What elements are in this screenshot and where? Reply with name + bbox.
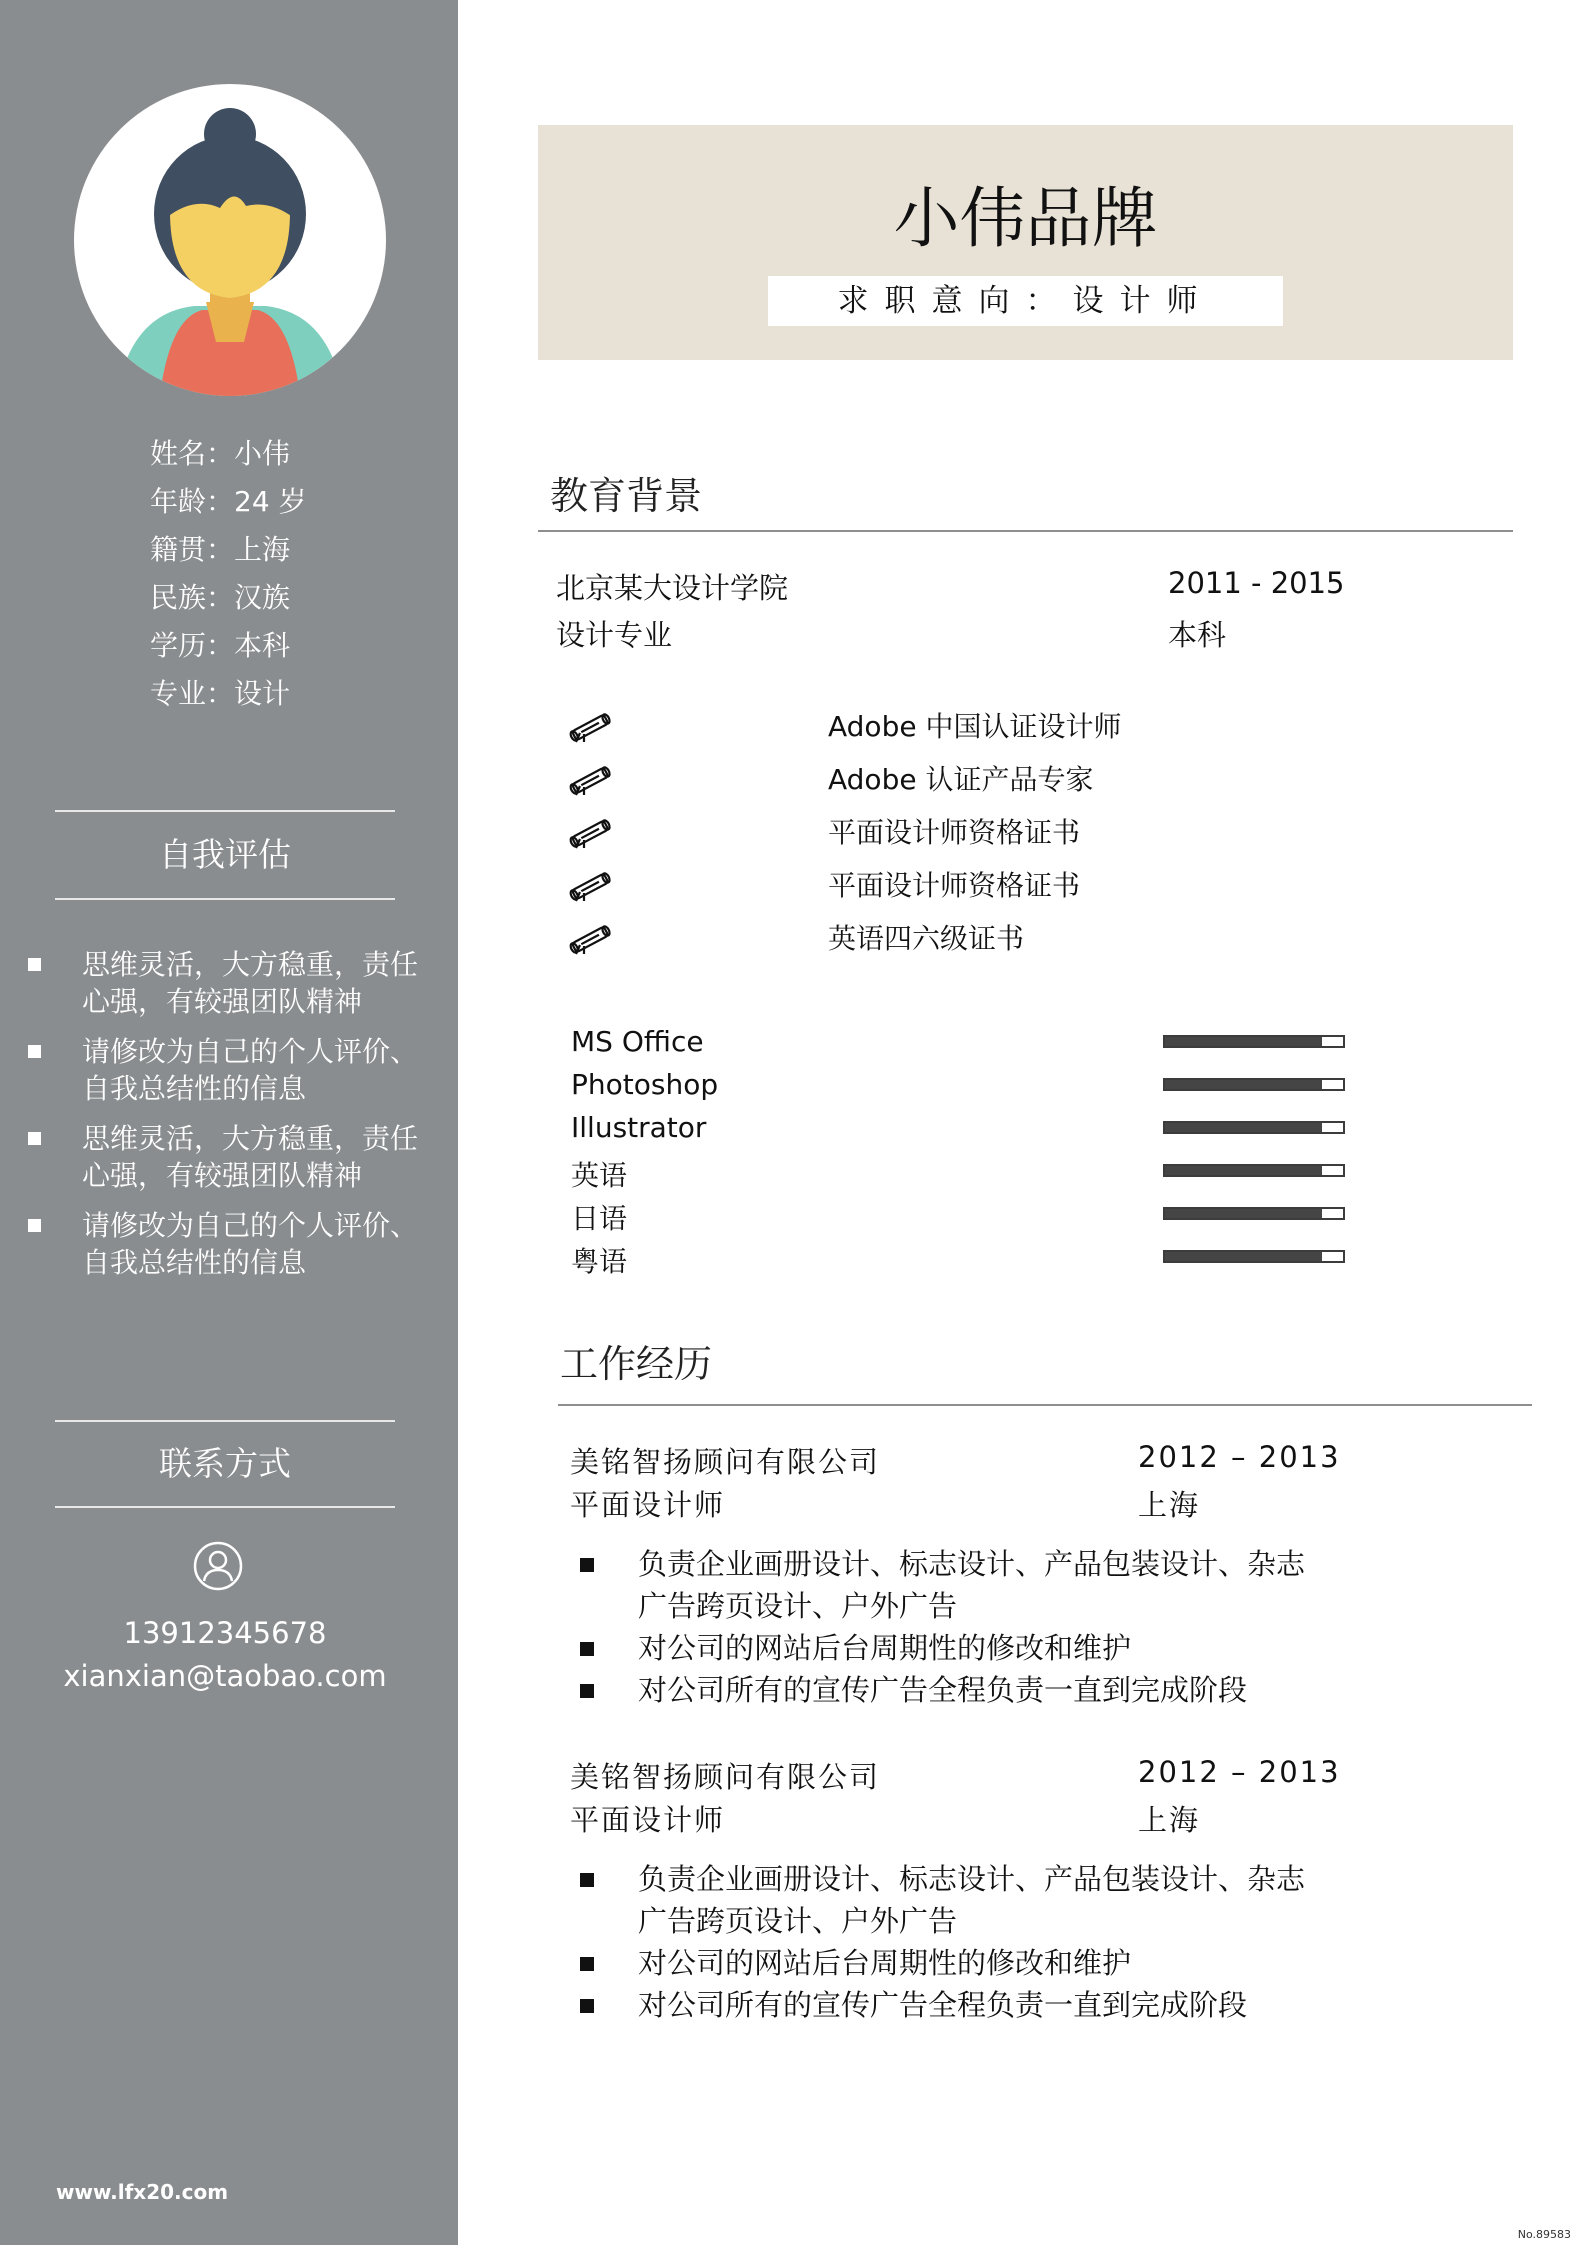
diploma-scroll-icon: [566, 764, 616, 796]
info-ethnicity: 民族：汉族: [150, 581, 291, 614]
duty-item: 对公司的网站后台周期性的修改和维护: [580, 1627, 1340, 1669]
self-eval-item: 思维灵活，大方稳重，责任心强，有较强团队精神: [28, 1120, 423, 1194]
job-years: 2012 – 2013: [1138, 1755, 1341, 1789]
candidate-name: 小伟品牌: [893, 180, 1158, 257]
skill-name: 日语: [571, 1202, 628, 1235]
job-city: 上海: [1138, 1803, 1201, 1837]
edu-years: 2011 - 2015: [1168, 566, 1345, 600]
info-hometown: 籍贯：上海: [150, 533, 291, 566]
diploma-scroll-icon: [566, 817, 616, 849]
job-intent: 求职意向：设计师: [768, 276, 1283, 326]
duty-item: 负责企业画册设计、标志设计、产品包装设计、杂志广告跨页设计、户外广告: [580, 1543, 1328, 1627]
bullet-square-icon: [580, 1558, 594, 1572]
bullet-square-icon: [580, 1873, 594, 1887]
bullet-square-icon: [580, 1957, 594, 1971]
skill-level-bar: [1163, 1164, 1345, 1177]
edu-major: 设计专业: [556, 618, 673, 652]
skill-level-fill: [1165, 1209, 1322, 1218]
skill-name: MS Office: [571, 1025, 704, 1058]
job-duties: [580, 1858, 1340, 2026]
diploma-scroll-icon: [566, 923, 616, 955]
self-eval-list: [28, 946, 423, 1294]
bullet-square-icon: [580, 1999, 594, 2013]
skill-level-bar: [1163, 1035, 1345, 1048]
edu-school: 北京某大设计学院: [556, 571, 789, 605]
duty-item: 对公司所有的宣传广告全程负责一直到完成阶段: [580, 1669, 1340, 1711]
info-name: 姓名：小伟: [150, 437, 291, 470]
bullet-square-icon: [28, 1132, 41, 1145]
personal-info: [150, 430, 307, 718]
self-eval-item: 请修改为自己的个人评价、自我总结性的信息: [28, 1207, 423, 1281]
certificate-item: 平面设计师资格证书: [828, 869, 1081, 902]
work-heading: 工作经历: [560, 1342, 713, 1386]
avatar-illustration: [74, 84, 386, 396]
job-position: 平面设计师: [570, 1803, 726, 1837]
job-duties: [580, 1543, 1340, 1711]
bullet-square-icon: [28, 1045, 41, 1058]
user-circle-icon: [193, 1541, 243, 1591]
skill-level-bar: [1163, 1121, 1345, 1134]
duty-item: 对公司的网站后台周期性的修改和维护: [580, 1942, 1340, 1984]
job-city: 上海: [1138, 1488, 1201, 1522]
duty-item: 负责企业画册设计、标志设计、产品包装设计、杂志广告跨页设计、户外广告: [580, 1858, 1328, 1942]
job-position: 平面设计师: [570, 1488, 726, 1522]
education-heading: 教育背景: [550, 474, 703, 518]
website-label: www.lfx20.com: [56, 2180, 229, 2204]
bullet-square-icon: [28, 1219, 41, 1232]
sidebar: [0, 0, 458, 2245]
name-plate: [538, 125, 1513, 360]
info-major: 专业：设计: [150, 677, 291, 710]
skill-name: 粤语: [571, 1245, 628, 1278]
job-years: 2012 – 2013: [1138, 1440, 1341, 1474]
diploma-scroll-icon: [566, 870, 616, 902]
info-education: 学历：本科: [150, 629, 291, 662]
diploma-scroll-icon: [566, 711, 616, 743]
section-divider: [558, 1404, 1532, 1406]
contact-email: xianxian@taobao.com: [63, 1659, 387, 1693]
duty-item: 对公司所有的宣传广告全程负责一直到完成阶段: [580, 1984, 1340, 2026]
job-company: 美铭智扬顾问有限公司: [570, 1760, 881, 1794]
skill-level-bar: [1163, 1207, 1345, 1220]
skill-level-fill: [1165, 1123, 1322, 1132]
avatar: [74, 84, 386, 396]
certificate-item: Adobe 认证产品专家: [828, 763, 1094, 796]
certificate-item: 英语四六级证书: [828, 922, 1025, 955]
info-age: 年龄：24 岁: [150, 485, 307, 518]
bullet-square-icon: [28, 958, 41, 971]
edu-degree: 本科: [1168, 618, 1227, 652]
certificate-item: Adobe 中国认证设计师: [828, 710, 1122, 743]
certificate-item: 平面设计师资格证书: [828, 816, 1081, 849]
bullet-square-icon: [580, 1684, 594, 1698]
skill-name: Photoshop: [571, 1068, 719, 1101]
bullet-square-icon: [580, 1642, 594, 1656]
contact-phone: 13912345678: [123, 1616, 327, 1650]
self-eval-item: 思维灵活，大方稳重，责任心强，有较强团队精神: [28, 946, 423, 1020]
skill-level-bar: [1163, 1250, 1345, 1263]
skill-level-fill: [1165, 1037, 1322, 1046]
skill-name: Illustrator: [571, 1111, 707, 1144]
skill-level-fill: [1165, 1252, 1322, 1261]
job-company: 美铭智扬顾问有限公司: [570, 1445, 881, 1479]
self-eval-heading: 自我评估: [55, 810, 395, 900]
skill-level-fill: [1165, 1166, 1322, 1175]
document-number: No.89583: [1517, 2228, 1571, 2241]
skill-level-bar: [1163, 1078, 1345, 1091]
contact-heading: 联系方式: [55, 1420, 395, 1508]
section-divider: [538, 530, 1513, 532]
skill-name: 英语: [571, 1159, 628, 1192]
self-eval-item: 请修改为自己的个人评价、自我总结性的信息: [28, 1033, 423, 1107]
skill-level-fill: [1165, 1080, 1322, 1089]
